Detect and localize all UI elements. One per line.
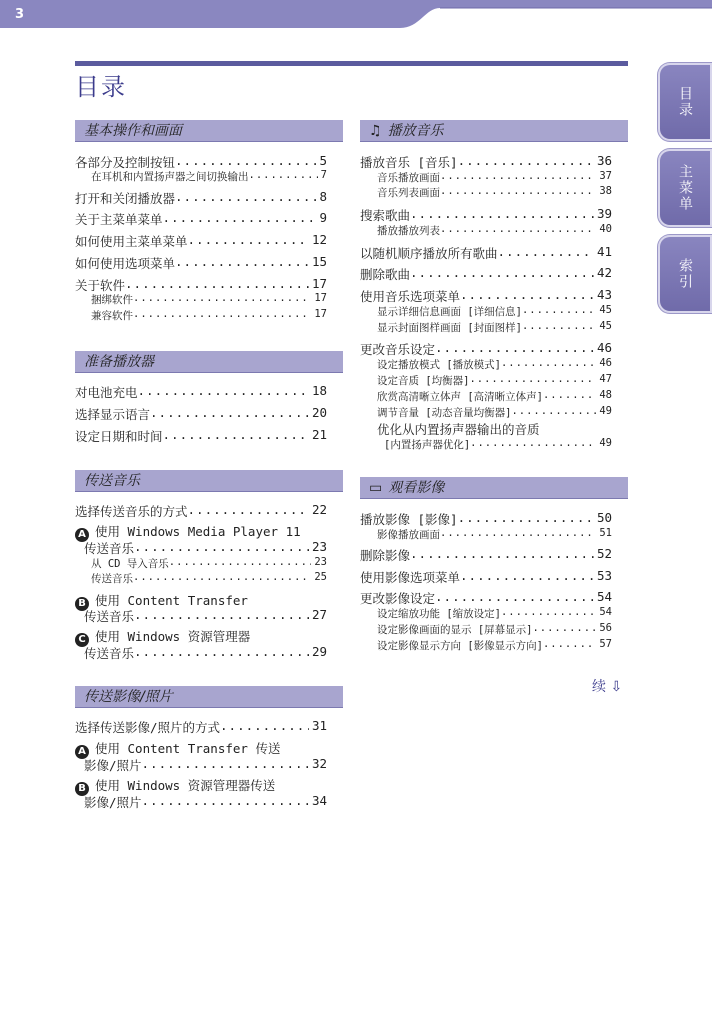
tab-home-menu[interactable]: 主菜单	[658, 149, 712, 227]
continue-indicator[interactable]: 续 ⇩	[592, 679, 623, 695]
arrow-down-icon: ⇩	[610, 679, 623, 695]
toc-subentry[interactable]: 音乐播放画面 ..... 37	[377, 170, 612, 185]
toc-entry[interactable]: 搜索歌曲 ..... 39	[360, 206, 612, 224]
toc-subentry[interactable]: 兼容软件 ..... 17	[91, 308, 327, 323]
toc-entry[interactable]: 删除影像 ..... 52	[360, 546, 612, 564]
toc-entry-heading[interactable]: B 使用 Content Transfer	[75, 591, 248, 611]
marker-a-icon: A	[75, 528, 89, 542]
toc-subentry[interactable]: 设定影像画面的显示 [屏幕显示] ..... 56	[377, 622, 612, 637]
music-note-icon: ♫	[369, 123, 382, 139]
toc-entry[interactable]: 使用音乐选项菜单 ..... 43	[360, 287, 612, 305]
toc-entry-heading[interactable]: B 使用 Windows 资源管理器传送	[75, 776, 275, 796]
toc-entry[interactable]: 传送音乐 ..... 29	[84, 644, 327, 662]
toc-subentry[interactable]: 显示详细信息画面 [详细信息] ..... 45	[377, 304, 612, 319]
toc-entry[interactable]: 关于软件 ..... 17	[75, 276, 327, 294]
top-banner	[0, 0, 712, 30]
toc-entry-heading[interactable]: C 使用 Windows 资源管理器	[75, 627, 250, 647]
toc-subentry[interactable]: 欣赏高清晰立体声 [高清晰立体声] ..... 48	[377, 389, 612, 404]
toc-subentry[interactable]: 捆绑软件 ..... 17	[91, 292, 327, 307]
section-transfer-music: 传送音乐	[75, 470, 343, 492]
film-icon: ▭	[369, 480, 383, 496]
section-transfer-video: 传送影像/照片	[75, 686, 343, 708]
toc-entry[interactable]: 播放音乐 [音乐] ..... 36	[360, 153, 612, 171]
toc-entry[interactable]: 关于主菜单菜单 ..... 9	[75, 210, 327, 228]
toc-subentry[interactable]: 影像播放画面 ..... 51	[377, 527, 612, 542]
toc-entry[interactable]: 如何使用主菜单菜单 ..... 12	[75, 232, 327, 250]
toc-entry[interactable]: 影像/照片 ..... 34	[84, 793, 327, 811]
toc-entry[interactable]: 选择显示语言 ..... 20	[75, 405, 327, 423]
toc-subentry[interactable]: 从 CD 导入音乐 ..... 23	[91, 556, 327, 571]
toc-subentry[interactable]: 播放播放列表 ..... 40	[377, 223, 612, 238]
page-title: 目录	[75, 73, 127, 101]
toc-entry[interactable]: 如何使用选项菜单 ..... 15	[75, 254, 327, 272]
section-play-music: ♫ 播放音乐	[360, 120, 628, 142]
section-basic: 基本操作和画面	[75, 120, 343, 142]
toc-entry[interactable]: 传送音乐 ..... 23	[84, 539, 327, 557]
toc-entry[interactable]: 更改影像设定 ..... 54	[360, 589, 612, 607]
toc-entry-heading[interactable]: A 使用 Windows Media Player 11	[75, 522, 301, 542]
toc-entry[interactable]: 对电池充电 ..... 18	[75, 383, 327, 401]
toc-entry[interactable]: 更改音乐设定 ..... 46	[360, 340, 612, 358]
toc-entry[interactable]: 设定日期和时间 ..... 21	[75, 427, 327, 445]
toc-subentry[interactable]: 音乐列表画面 ..... 38	[377, 185, 612, 200]
tab-index[interactable]: 索引	[658, 235, 712, 313]
toc-entry-heading[interactable]: A 使用 Content Transfer 传送	[75, 739, 280, 759]
toc-entry[interactable]: 各部分及控制按钮 ..... 5	[75, 153, 327, 171]
toc-entry[interactable]: 以随机顺序播放所有歌曲 ..... 41	[360, 244, 612, 262]
marker-c-icon: C	[75, 633, 89, 647]
toc-subentry[interactable]: 显示封面图样画面 [封面图样] ..... 45	[377, 320, 612, 335]
marker-a-icon: A	[75, 745, 89, 759]
toc-subentry[interactable]: [内置扬声器优化] ..... 49	[384, 437, 612, 452]
title-rule	[75, 61, 628, 66]
section-watch-video: ▭ 观看影像	[360, 477, 628, 499]
toc-subentry[interactable]: 设定播放模式 [播放模式] ..... 46	[377, 357, 612, 372]
toc-subentry[interactable]: 设定影像显示方向 [影像显示方向] ..... 57	[377, 638, 612, 653]
toc-entry[interactable]: 播放影像 [影像] ..... 50	[360, 510, 612, 528]
toc-subentry[interactable]: 在耳机和内置扬声器之间切换输出 ..... 7	[91, 169, 327, 184]
toc-subentry[interactable]: 设定音质 [均衡器] ..... 47	[377, 373, 612, 388]
toc-subentry[interactable]: 调节音量 [动态音量均衡器] ..... 49	[377, 405, 612, 420]
toc-subentry[interactable]: 优化从内置扬声器输出的音质	[377, 422, 540, 437]
marker-b-icon: B	[75, 597, 89, 611]
toc-entry[interactable]: 使用影像选项菜单 ..... 53	[360, 568, 612, 586]
page-number: 3	[15, 7, 25, 22]
toc-subentry[interactable]: 传送音乐 ..... 25	[91, 571, 327, 586]
marker-b-icon: B	[75, 782, 89, 796]
tab-contents[interactable]: 目录	[658, 63, 712, 141]
toc-subentry[interactable]: 设定缩放功能 [缩放设定] ..... 54	[377, 606, 612, 621]
toc-entry[interactable]: 打开和关闭播放器 ..... 8	[75, 189, 327, 207]
toc-entry[interactable]: 选择传送音乐的方式 ..... 22	[75, 502, 327, 520]
section-prepare: 准备播放器	[75, 351, 343, 373]
toc-entry[interactable]: 选择传送影像/照片的方式 ..... 31	[75, 718, 327, 736]
toc-entry[interactable]: 删除歌曲 ..... 42	[360, 265, 612, 283]
toc-entry[interactable]: 影像/照片 ..... 32	[84, 756, 327, 774]
toc-entry[interactable]: 传送音乐 ..... 27	[84, 607, 327, 625]
